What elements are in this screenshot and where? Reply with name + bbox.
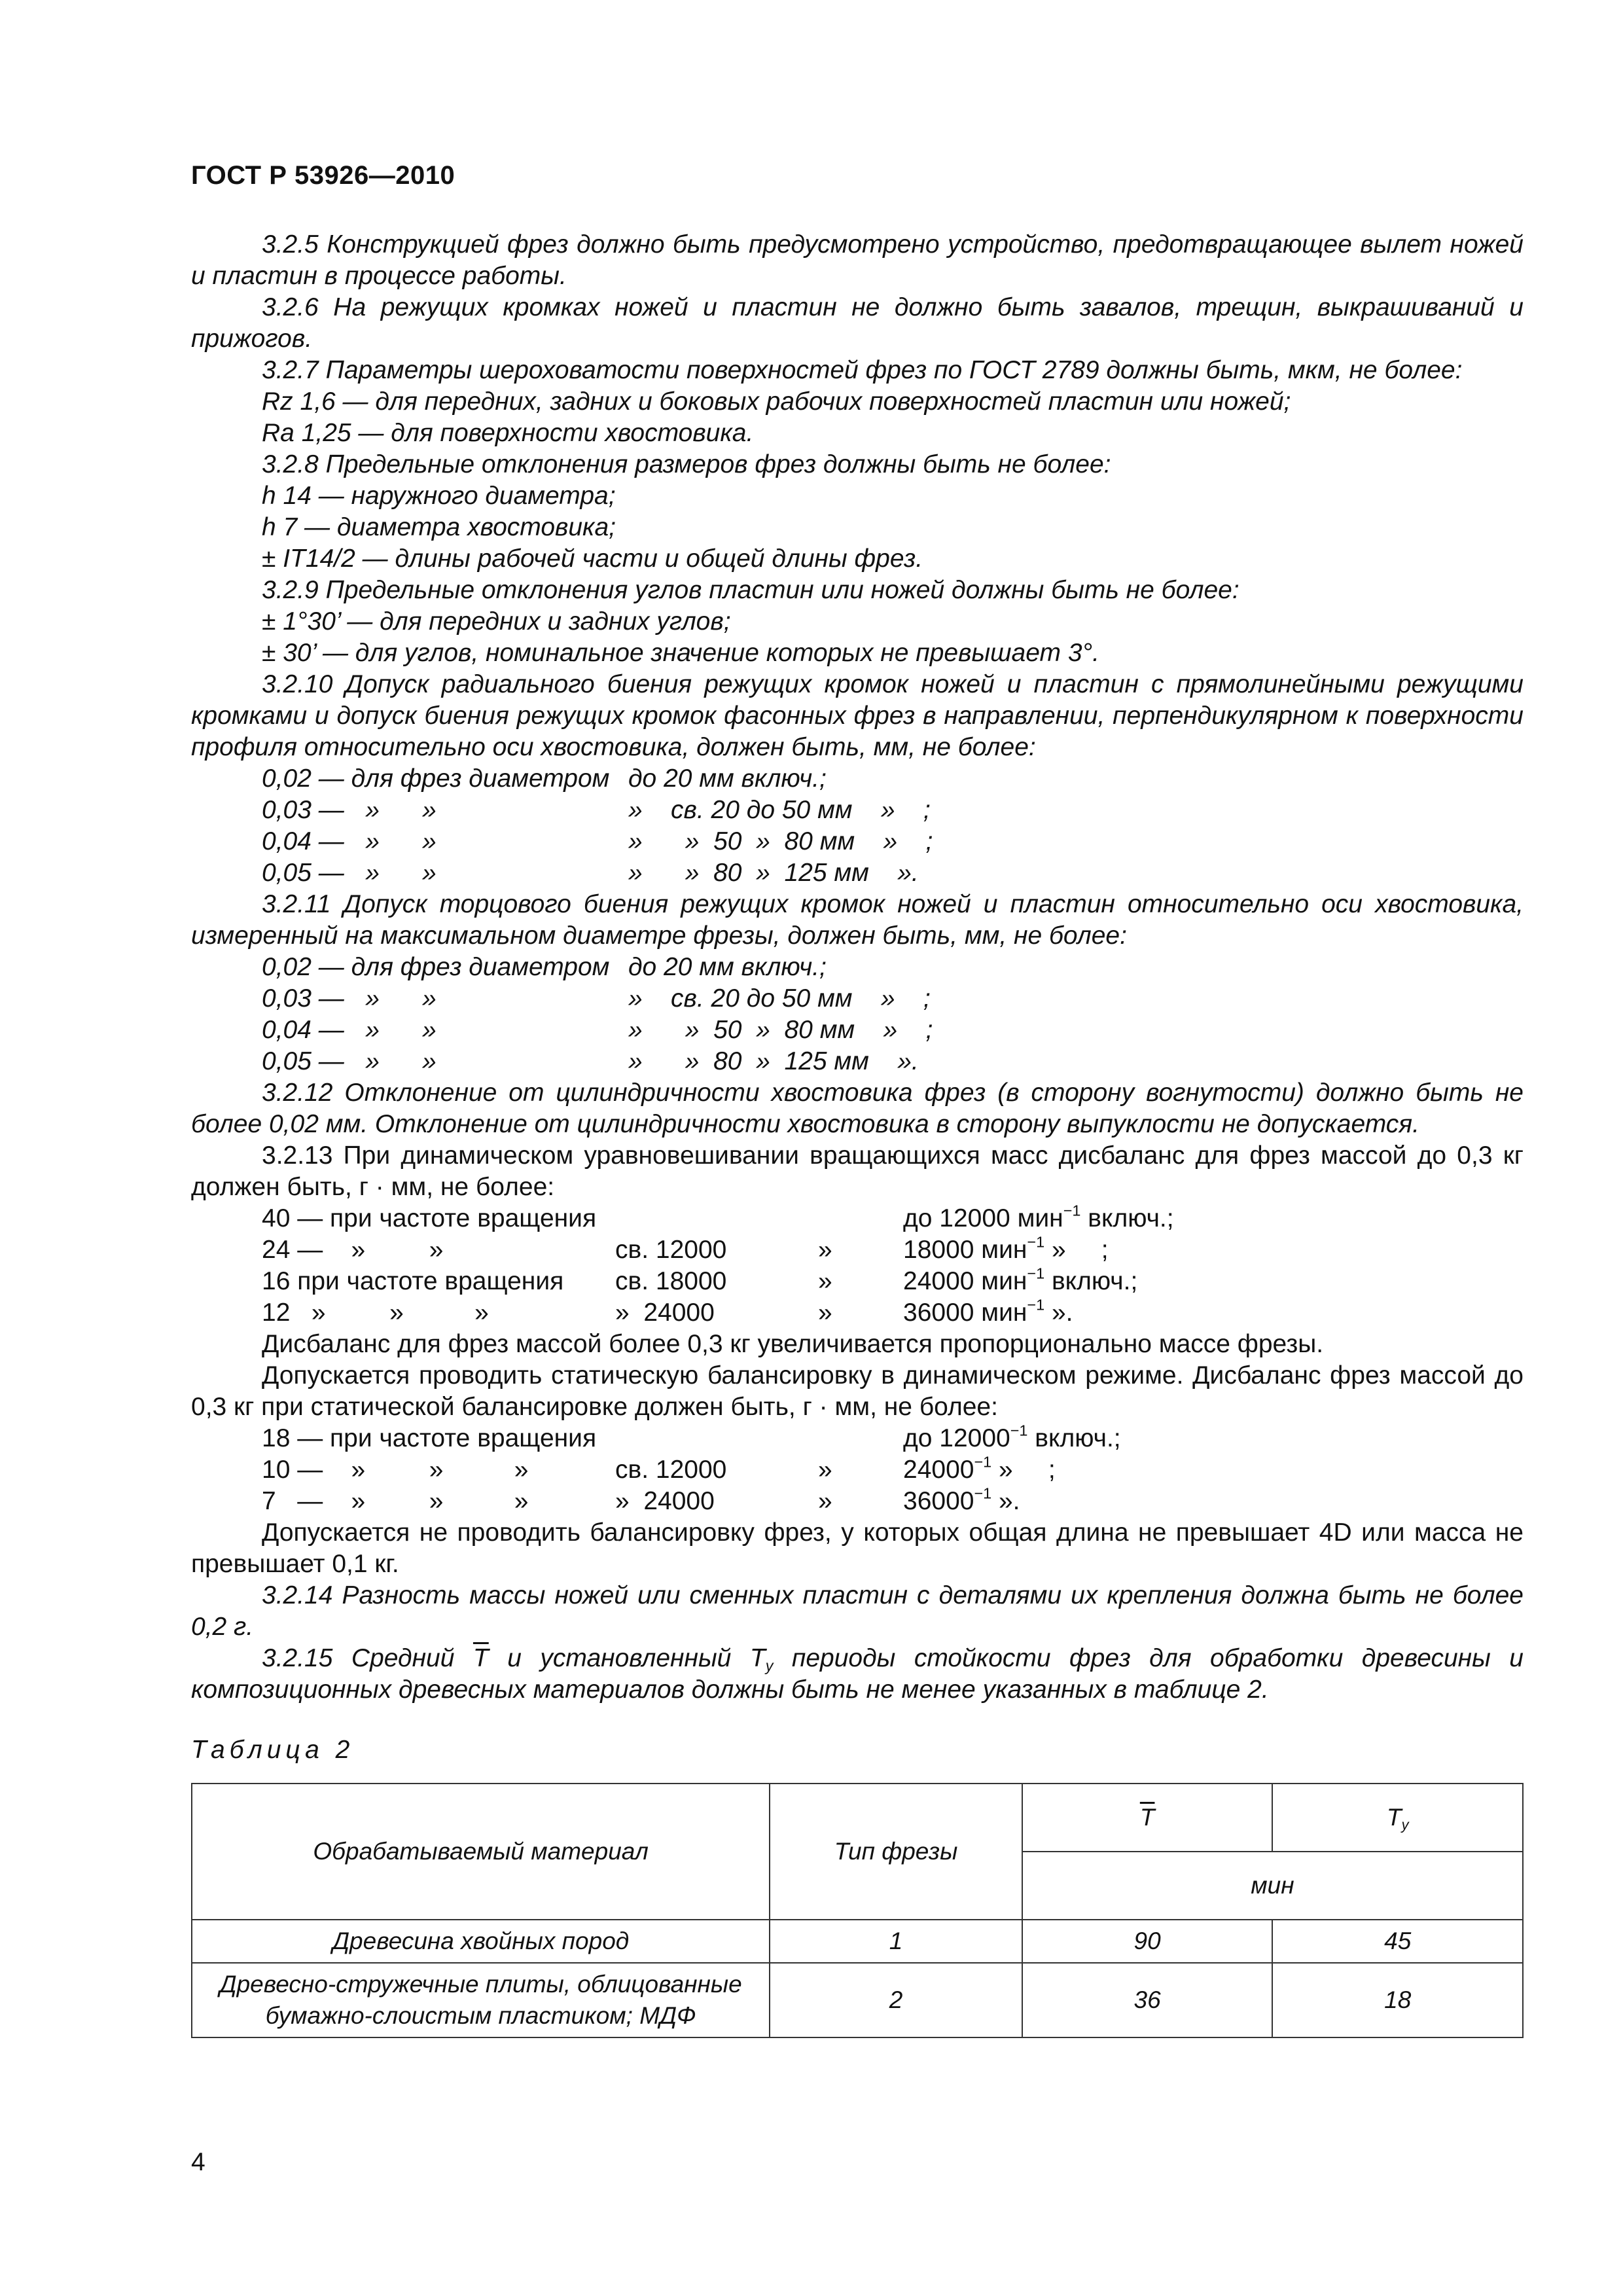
deviation-item: h 7 — диаметра хвостовика;: [262, 513, 616, 541]
clause-3-2-7: 3.2.7 Параметры шероховатости поверхностей фрез по ГОСТ 2789 должны быть, мкм, не более:: [262, 356, 1463, 384]
clause-3-2-6: 3.2.6 На режущих кромках ножей и пластин не должно быть завалов, трещин, выкрашиваний и прижогов.: [191, 293, 1524, 353]
deviation-item: ± IT14/2 — длины рабочей части и общей длины фрез.: [262, 545, 923, 573]
header-set-period: $T_y$: [1272, 1784, 1523, 1852]
imbalance-proportional-note: Дисбаланс для фрез массой более 0,3 кг увеличивается пропорционально массе фрезы.: [262, 1330, 1324, 1358]
angle-item: ± 1°30’ — для передних и задних углов;: [262, 607, 731, 636]
clause-3-2-15: 3.2.15 Средний $\overline{T}$ и установленный $T_y$ периоды стойкости фрез для обработки древесины и композиционных древесных материалов должны быть не менее указанных в таблице 2.: [191, 1644, 1524, 1704]
imbalance-row: 12 » » » » 24000 » 36000 мин$^{-1}$ ».: [262, 1296, 1073, 1327]
table-caption: Таблица 2: [191, 1736, 355, 1764]
cell-t: 36: [1022, 1963, 1273, 2037]
roughness-item: Rz 1,6 — для передних, задних и боковых рабочих поверхностей пластин или ножей;: [262, 387, 1291, 416]
cell-type: 1: [770, 1920, 1022, 1963]
imbalance-row: 16 при частоте вращения св. 18000 » 24000 мин$^{-1}$ включ.;: [262, 1265, 1138, 1295]
radial-runout-row: 0,04 — » » » » 50 » 80 мм » ;: [262, 827, 933, 855]
clause-3-2-10: 3.2.10 Допуск радиального биения режущих кромок ножей и пластин с прямолинейными режущими кромками и допуск биения режущих кромок фасонных фрез в направлении, перпендикулярном к поверхности профиля относительно оси хвостовика, должен быть, мм, не более:: [191, 670, 1524, 761]
static-imbalance-row: 7 — » » » » 24000 » $36000^{-1}$ ».: [262, 1484, 1020, 1515]
axial-runout-row: 0,03 — » » » св. 20 до 50 мм » ;: [262, 984, 931, 1013]
header-cutter-type: Тип фрезы: [770, 1784, 1022, 1920]
axial-runout-row: 0,02 — для фрез диаметром до 20 мм включ.;: [262, 953, 827, 981]
axial-runout-row: 0,04 — » » » » 50 » 80 мм » ;: [262, 1016, 933, 1044]
clause-3-2-11: 3.2.11 Допуск торцового биения режущих кромок ножей и пластин относительно оси хвостовика, измеренный на максимальном диаметре фрезы, должен быть, мм, не более:: [191, 890, 1524, 950]
imbalance-row: 24 — » » св. 12000 » 18000 мин$^{-1}$ » ;: [262, 1233, 1109, 1264]
cell-material: Древесно-стружечные плиты, облицованные бумажно-слоистым пластиком; МДФ: [192, 1963, 770, 2037]
static-imbalance-row: 10 — » » » св. 12000 » $24000^{-1}$ » ;: [262, 1453, 1056, 1484]
cell-material: Древесина хвойных пород: [192, 1920, 770, 1963]
clause-3-2-14: 3.2.14 Разность массы ножей или сменных пластин с деталями их крепления должна быть не более 0,2 г.: [191, 1581, 1524, 1641]
document-header: ГОСТ Р 53926—2010: [191, 161, 455, 190]
deviation-item: h 14 — наружного диаметра;: [262, 482, 616, 510]
page-number: 4: [191, 2148, 205, 2176]
clause-3-2-8: 3.2.8 Предельные отклонения размеров фрез должны быть не более:: [262, 450, 1111, 478]
axial-runout-row: 0,05 — » » » » 80 » 125 мм ».: [262, 1047, 919, 1075]
table-row: [192, 1963, 1523, 2037]
clause-3-2-9: 3.2.9 Предельные отклонения углов пластин или ножей должны быть не более:: [262, 576, 1240, 604]
cell-t: 90: [1022, 1920, 1273, 1963]
roughness-item: Ra 1,25 — для поверхности хвостовика.: [262, 419, 754, 447]
clause-3-2-5: 3.2.5 Конструкцией фрез должно быть предусмотрено устройство, предотвращающее вылет ножей и пластин в процессе работы.: [191, 230, 1524, 290]
table-row: [192, 1920, 1523, 1963]
cell-ty: 45: [1272, 1920, 1523, 1963]
header-unit: мин: [1022, 1852, 1523, 1920]
no-balancing-note: Допускается не проводить балансировку фрез, у которых общая длина не превышает 4D или масса не превышает 0,1 кг.: [191, 1518, 1524, 1578]
document-body: [191, 229, 1524, 2038]
radial-runout-row: 0,02 — для фрез диаметром до 20 мм включ.;: [262, 764, 827, 793]
clause-3-2-13: 3.2.13 При динамическом уравновешивании вращающихся масс дисбаланс для фрез массой до 0,3 кг должен быть, г · мм, не более:: [191, 1141, 1524, 1201]
imbalance-row: 40 — при частоте вращения до 12000 мин$^{-1}$ включ.;: [262, 1202, 1174, 1232]
cell-ty: 18: [1272, 1963, 1523, 2037]
cell-type: 2: [770, 1963, 1022, 2037]
durability-table: [191, 1783, 1524, 2038]
header-material: Обрабатываемый материал: [192, 1784, 770, 1920]
header-average-period: $\overline{T}$: [1022, 1784, 1273, 1852]
static-imbalance-row: 18 — при частоте вращения до $12000^{-1}$ включ.;: [262, 1422, 1121, 1452]
radial-runout-row: 0,05 — » » » » 80 » 125 мм ».: [262, 859, 919, 887]
radial-runout-row: 0,03 — » » » св. 20 до 50 мм » ;: [262, 796, 931, 824]
clause-3-2-12: 3.2.12 Отклонение от цилиндричности хвостовика фрез (в сторону вогнутости) должно быть не более 0,02 мм. Отклонение от цилиндричности хвостовика в сторону выпуклости не допускается.: [191, 1079, 1524, 1138]
static-balancing-text: Допускается проводить статическую балансировку в динамическом режиме. Дисбаланс фрез массой до 0,3 кг при статической балансировке должен быть, г · мм, не более:: [191, 1361, 1524, 1421]
angle-item: ± 30’ — для углов, номинальное значение которых не превышает 3°.: [262, 639, 1099, 667]
